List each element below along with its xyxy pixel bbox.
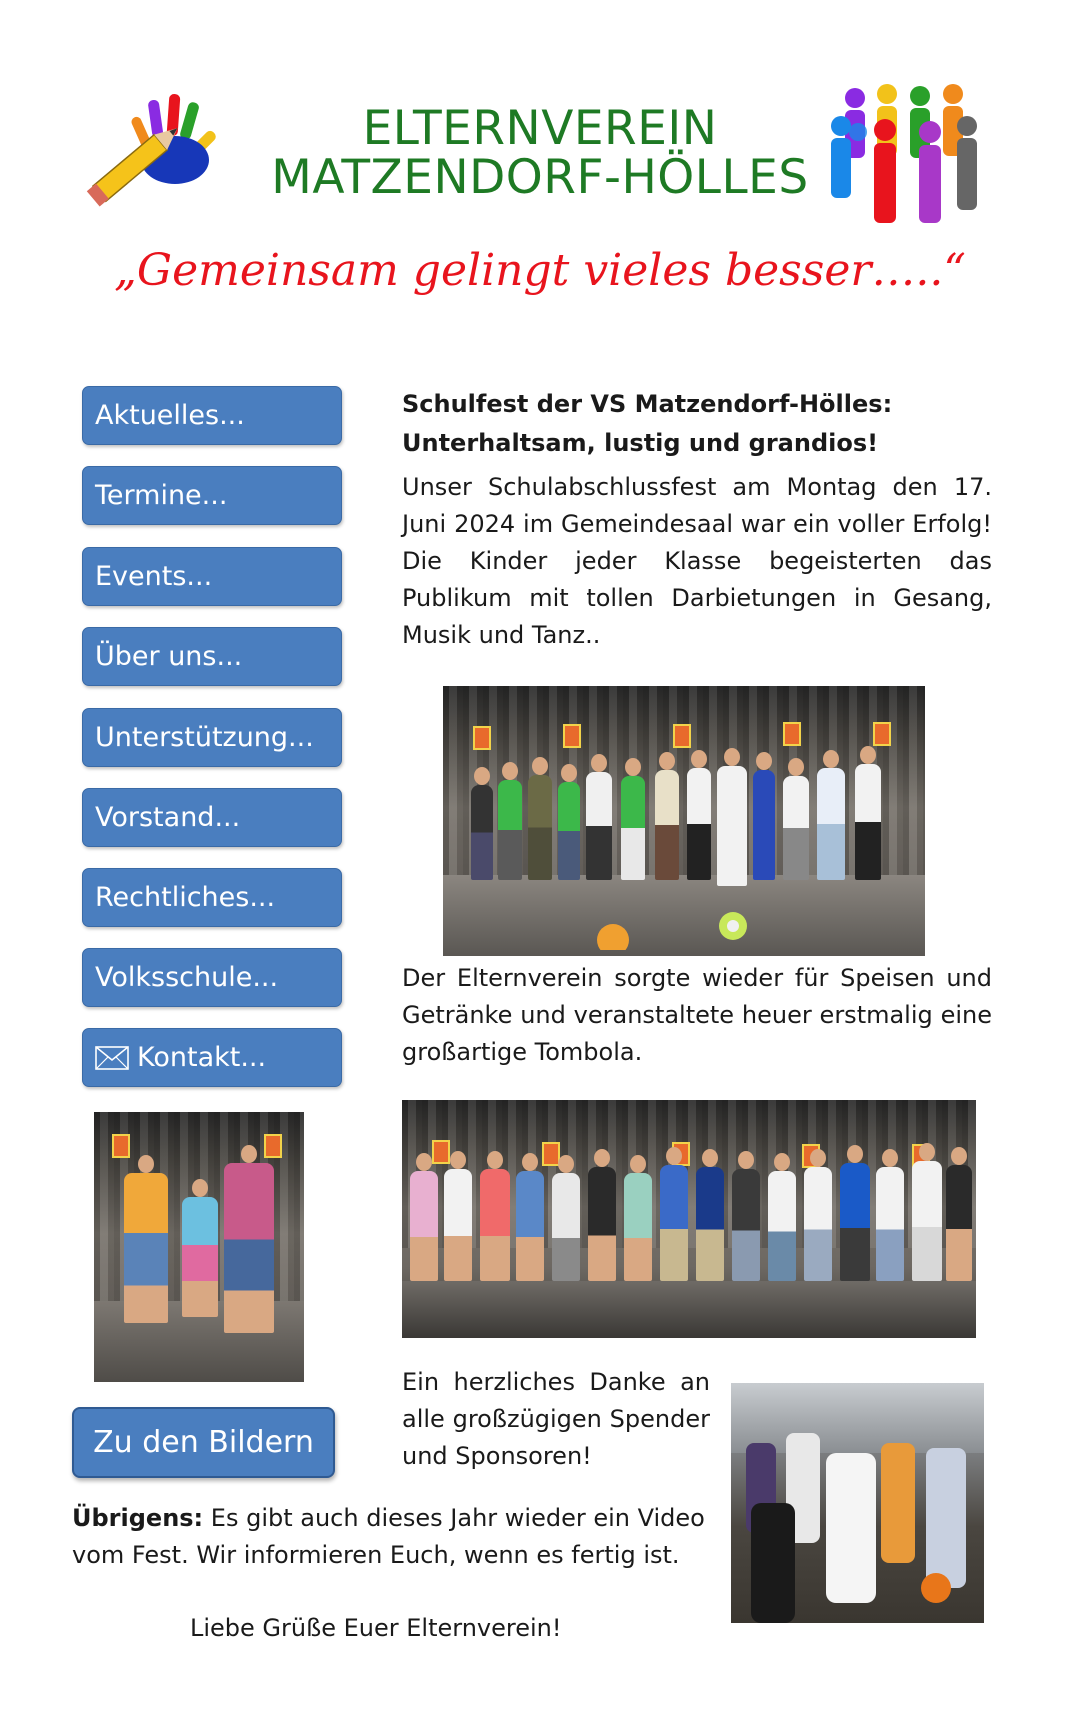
paragraph-video-note: [72, 1500, 722, 1574]
nav-label: Volksschule...: [95, 962, 279, 993]
nav-vorstand[interactable]: [82, 788, 342, 847]
nav-volksschule[interactable]: [82, 948, 342, 1007]
note-label: Übrigens:: [72, 1504, 204, 1532]
photo-girls-dancing: [94, 1112, 304, 1382]
photo-stage-kids-2: [402, 1100, 976, 1338]
photo-festival-crowd: [731, 1383, 984, 1623]
paragraph-food: Der Elternverein sorgte wieder für Speisen und Getränke und veranstaltete heuer erstmalig eine großartige Tombola.: [402, 964, 992, 1066]
sun-drawing: [583, 910, 643, 950]
nav-events[interactable]: [82, 547, 342, 606]
paragraph-thanks: Ein herzliches Danke an alle großzügigen Spender und Sponsoren!: [402, 1368, 710, 1470]
slogan: „Gemeinsam gelingt vieles besser…..“: [114, 245, 966, 296]
flower-drawing: [713, 906, 753, 946]
photo-stage-kids-1: [443, 686, 925, 956]
title-line-1: ELTERNVEREIN: [362, 101, 718, 156]
nav-unterstuetzung[interactable]: [82, 708, 342, 767]
title-line-2: MATZENDORF-HÖLLES: [271, 150, 809, 205]
nav-label: Termine...: [95, 480, 228, 511]
nav-label: Kontakt...: [137, 1042, 267, 1073]
nav-label: Rechtliches...: [95, 882, 276, 913]
nav-label: Unterstützung...: [95, 722, 314, 753]
nav-label: Aktuelles...: [95, 400, 245, 431]
nav-aktuelles[interactable]: [82, 386, 342, 445]
nav-label: Vorstand...: [95, 802, 241, 833]
people-logo: [825, 80, 985, 230]
nav-rechtliches[interactable]: [82, 868, 342, 927]
article-heading: [402, 385, 1002, 463]
closing-greeting: Liebe Grüße Euer Elternverein!: [190, 1614, 562, 1642]
nav-termine[interactable]: [82, 466, 342, 525]
note-text: Es gibt auch dieses Jahr wieder ein Video vom Fest. Wir informieren Euch, wenn es fertig ist.: [72, 1504, 705, 1569]
heading-line-2: Unterhaltsam, lustig und grandios!: [402, 429, 879, 457]
nav-ueber-uns[interactable]: [82, 627, 342, 686]
nav-label: Über uns...: [95, 641, 243, 672]
pictures-button[interactable]: Zu den Bildern: [72, 1407, 335, 1478]
envelope-icon: [95, 1046, 129, 1070]
nav-label: Events...: [95, 561, 213, 592]
nav-kontakt[interactable]: [82, 1028, 342, 1087]
heading-line-1: Schulfest der VS Matzendorf-Hölles:: [402, 390, 893, 418]
paragraph-intro: Unser Schulabschlussfest am Montag den 17. Juni 2024 im Gemeindesaal war ein voller Erfolg! Die Kinder jeder Klasse begeisterten das Publikum mit tollen Darbietungen in Gesang, Musik und Tanz..: [402, 473, 992, 649]
